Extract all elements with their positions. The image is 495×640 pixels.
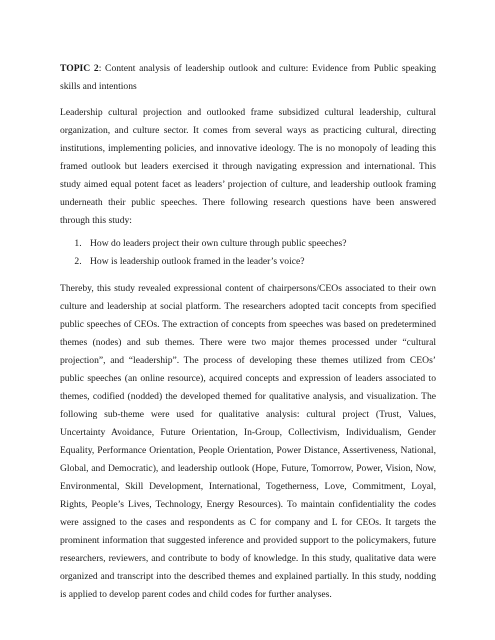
research-questions-list [60,235,436,271]
method-paragraph: Thereby, this study revealed expressional content of chairpersons/CEOs associated to their own culture and leadership at social platform. The researchers adopted tacit concepts from specified public speeches of CEOs. The extraction of concepts from speeches was based on predetermined themes (nodes) and sub themes. There were two major themes processed under “cultural projection”, and “leadership”. The process of developing these themes utilized from CEOs’ public speeches (an online resource), acquired concepts and expression of leaders associated to themes, codified (nodded) the developed themed for qualitative analysis, and visualization. The following sub-theme were used for qualitative analysis: cultural project (Trust, Values, Uncertainty Avoidance, Future Orientation, In-Group, Collectivism, Individualism, Gender Equality, Performance Orientation, People Orientation, Power Distance, Assertiveness, National, Global, and Democratic), and leadership outlook (Hope, Future, Tomorrow, Power, Vision, Now, Environmental, Skill Development, International, Togetherness, Love, Commitment, Loyal, Rights, People’s Lives, Technology, Energy Resources). To maintain confidentiality the codes were assigned to the cases and respondents as C for company and L for CEOs. It targets the prominent information that suggested inference and provided support to the policymakers, future researchers, reviewers, and contribute to body of knowledge. In this study, qualitative data were organized and transcript into the described themes and explained partially. In this study, nodding is applied to develop parent codes and child codes for further analyses. [60,283,436,600]
topic-heading [60,60,436,96]
research-question: 2. How is leadership outlook framed in the leader’s voice? [84,253,436,271]
topic-title: : Content analysis of leadership outlook and culture: Evidence from Public speaking skills and intentions [60,63,437,92]
research-question: 1. How do leaders project their own culture through public speeches? [84,235,436,253]
topic-label: TOPIC 2 [60,63,99,74]
intro-paragraph: Leadership cultural projection and outlooked frame subsidized cultural leadership, cultural organization, and culture sector. It comes from several ways as practicing cultural, directing institutions, implementing policies, and innovative ideology. The is no monopoly of leading this framed outlook but leaders exercised it through navigating expression and international. This study aimed equal potent facet as leaders’ projection of culture, and leadership outlook framing underneath their public speeches. There following research questions have been answered through this study: [60,107,436,226]
